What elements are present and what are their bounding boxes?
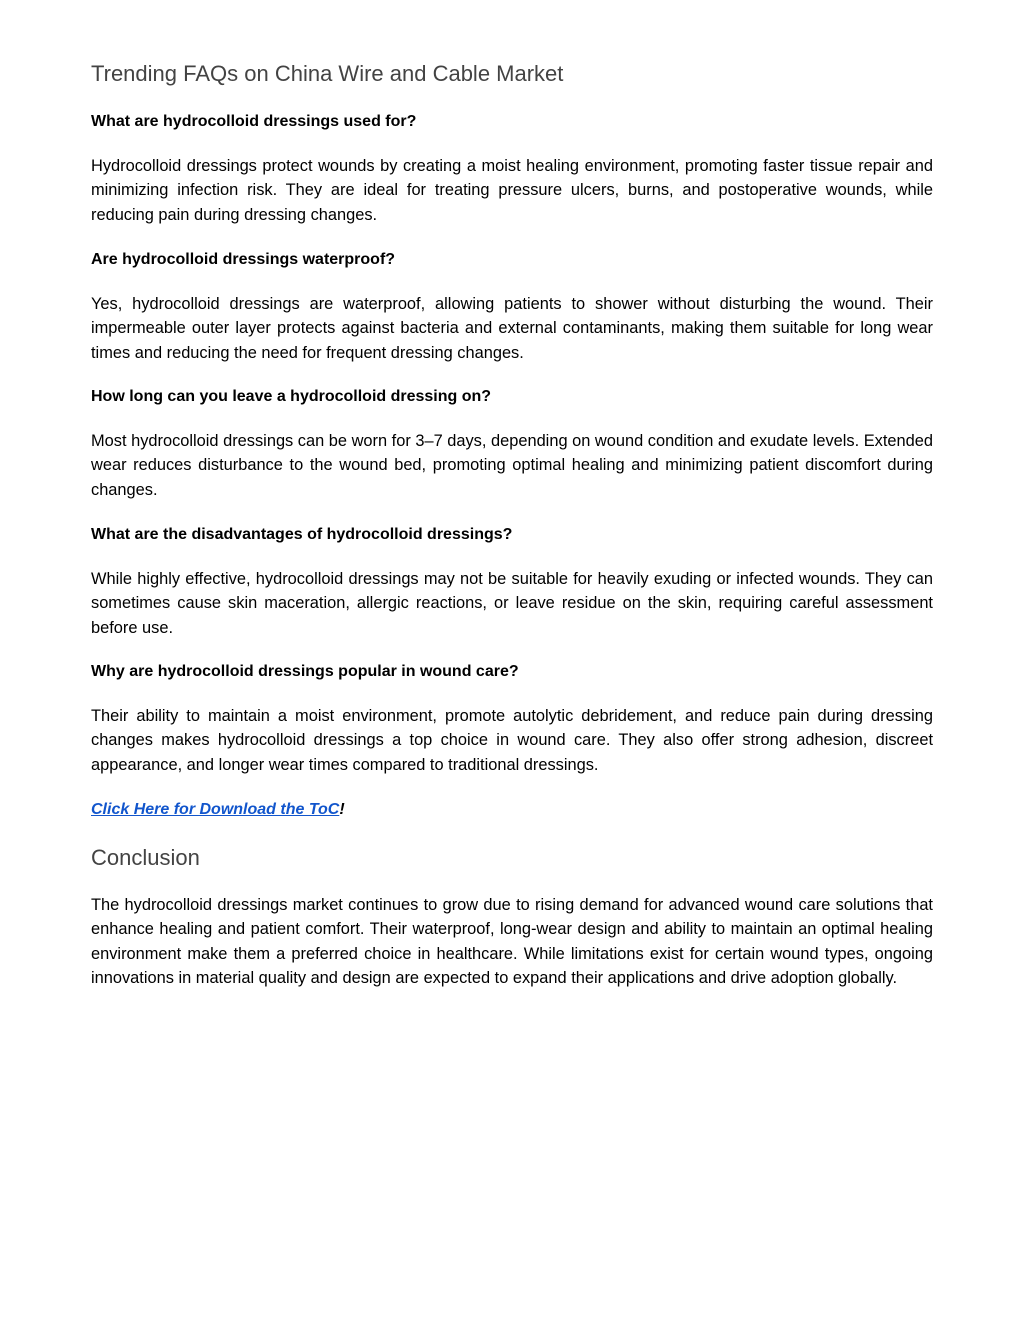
faq-question: What are hydrocolloid dressings used for? xyxy=(91,113,417,130)
faq-answer: Yes, hydrocolloid dressings are waterproof, allowing patients to shower without disturbing the wound. Their impermeable outer layer protects against bacteria and external contaminants, making them suitable for long wear times and reducing the need for frequent dressing changes. xyxy=(91,295,933,362)
faq-section-heading: Trending FAQs on China Wire and Cable Market xyxy=(91,61,564,86)
faq-answer: While highly effective, hydrocolloid dressings may not be suitable for heavily exuding or infected wounds. They can sometimes cause skin maceration, allergic reactions, or leave residue on the skin, requiring careful assessment before use. xyxy=(91,570,933,637)
download-toc-line xyxy=(91,800,345,820)
faq-question: Are hydrocolloid dressings waterproof? xyxy=(91,251,396,268)
conclusion-heading: Conclusion xyxy=(91,845,200,870)
faq-answer: Hydrocolloid dressings protect wounds by creating a moist healing environment, promoting faster tissue repair and minimizing infection risk. They are ideal for treating pressure ulcers, burns, and postoperative wounds, while reducing pain during dressing changes. xyxy=(91,157,933,224)
faq-answer: Most hydrocolloid dressings can be worn for 3–7 days, depending on wound condition and exudate levels. Extended wear reduces disturbance to the wound bed, promoting optimal healing and minimizing patient discomfort during changes. xyxy=(91,432,933,499)
faq-question: Why are hydrocolloid dressings popular in wound care? xyxy=(91,663,519,680)
faq-question: What are the disadvantages of hydrocolloid dressings? xyxy=(91,526,513,543)
faq-answer: Their ability to maintain a moist environment, promote autolytic debridement, and reduce pain during dressing changes makes hydrocolloid dressings a top choice in wound care. They also offer strong adhesion, discreet appearance, and longer wear times compared to traditional dressings. xyxy=(91,707,933,774)
conclusion-body: The hydrocolloid dressings market continues to grow due to rising demand for advanced wound care solutions that enhance healing and patient comfort. Their waterproof, long-wear design and ability to maintain an optimal healing environment make them a preferred choice in healthcare. While limitations exist for certain wound types, ongoing innovations in material quality and design are expected to expand their applications and drive adoption globally. xyxy=(91,896,933,988)
download-toc-suffix: ! xyxy=(339,801,345,818)
download-toc-link[interactable]: Click Here for Download the ToC xyxy=(91,801,340,818)
faq-question: How long can you leave a hydrocolloid dressing on? xyxy=(91,388,492,405)
